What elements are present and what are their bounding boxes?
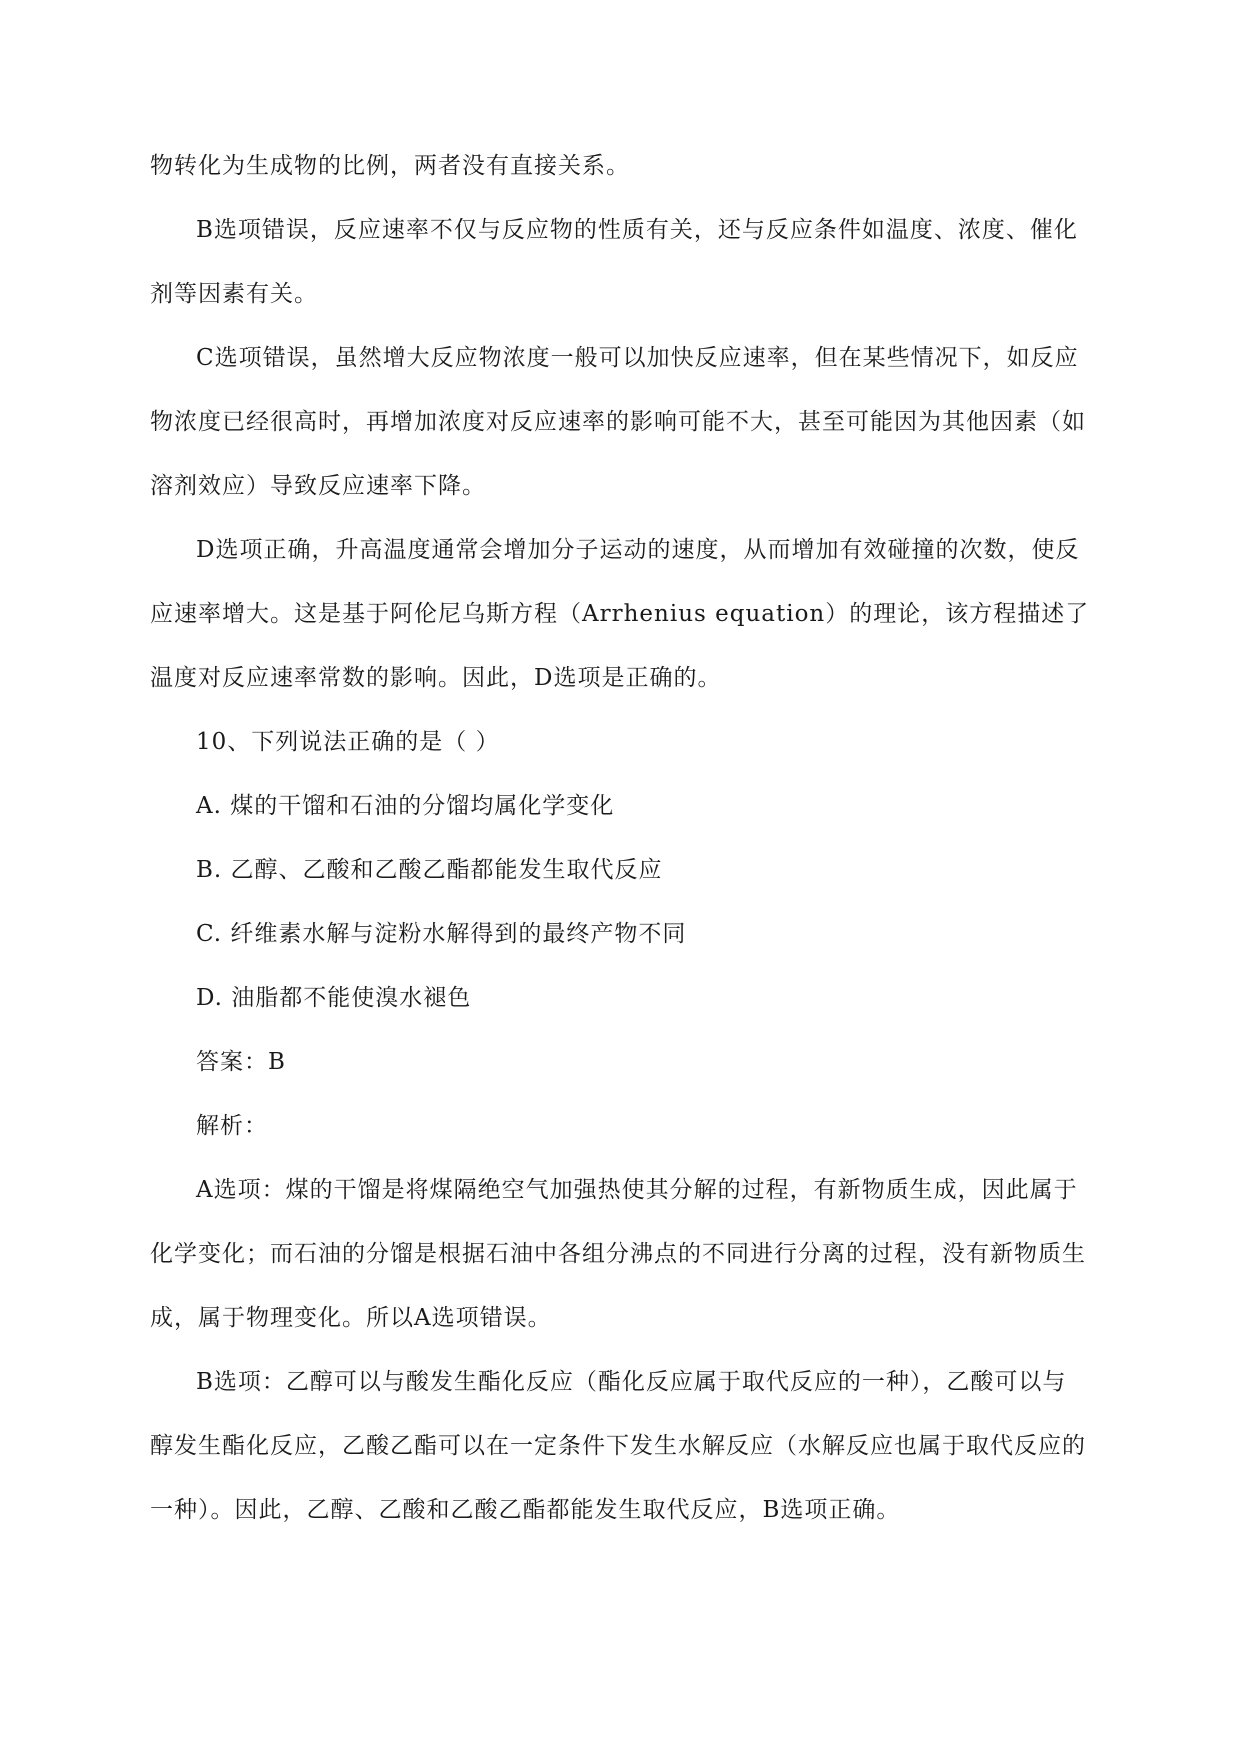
question-option-d: D. 油脂都不能使溴水褪色 [196, 985, 472, 1011]
analysis-label: 解析： [196, 1113, 268, 1139]
question-option-c: C. 纤维素水解与淀粉水解得到的最终产物不同 [196, 921, 687, 947]
analysis-option-a: A选项：煤的干馏是将煤隔绝空气加强热使其分解的过程，有新物质生成，因此属于化学变化；而石油的分馏是根据石油中各组分沸点的不同进行分离的过程，没有新物质生成，属于物理变化。所以A选项错误。 [150, 1177, 1086, 1331]
paragraph-option-c-explanation: C选项错误，虽然增大反应物浓度一般可以加快反应速率，但在某些情况下，如反应物浓度已经很高时，再增加浓度对反应速率的影响可能不大，甚至可能因为其他因素（如溶剂效应）导致反应速率下降。 [150, 345, 1086, 499]
question-stem: 10、下列说法正确的是（ ） [196, 729, 500, 755]
document-page [150, 134, 1090, 1542]
analysis-option-b: B选项：乙醇可以与酸发生酯化反应（酯化反应属于取代反应的一种），乙酸可以与醇发生酯化反应，乙酸乙酯可以在一定条件下发生水解反应（水解反应也属于取代反应的一种）。因此，乙醇、乙酸和乙酸乙酯都能发生取代反应，B选项正确。 [150, 1369, 1086, 1523]
question-option-a: A. 煤的干馏和石油的分馏均属化学变化 [196, 793, 615, 819]
paragraph-option-b-explanation: B选项错误，反应速率不仅与反应物的性质有关，还与反应条件如温度、浓度、催化剂等因素有关。 [150, 217, 1078, 307]
answer-line: 答案：B [196, 1049, 286, 1075]
paragraph-option-d-explanation: D选项正确，升高温度通常会增加分子运动的速度，从而增加有效碰撞的次数，使反应速率增大。这是基于阿伦尼乌斯方程（Arrhenius equation）的理论，该方程描述了温度对反应速率常数的影响。因此，D选项是正确的。 [150, 537, 1090, 691]
question-option-b: B. 乙醇、乙酸和乙酸乙酯都能发生取代反应 [196, 857, 663, 883]
paragraph-continuation: 物转化为生成物的比例，两者没有直接关系。 [150, 153, 630, 179]
